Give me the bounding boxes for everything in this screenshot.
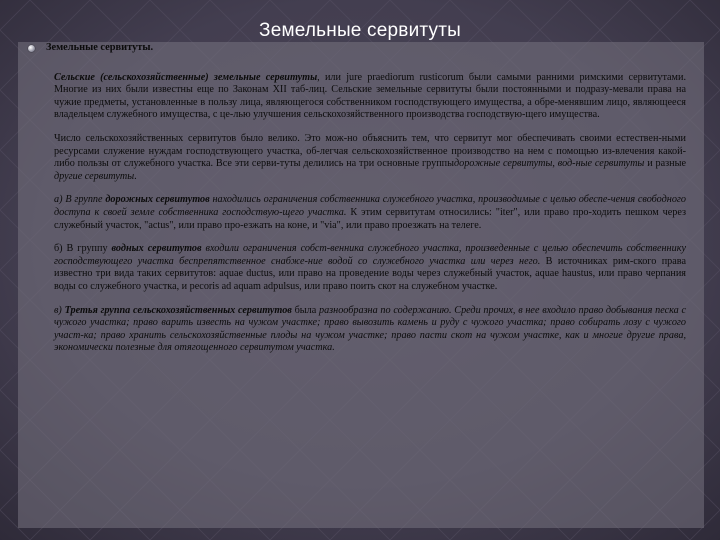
group-water-servitudes: вод-ные сервитуты (557, 158, 645, 170)
separator: , (552, 158, 558, 170)
conjunction: и разные (644, 158, 686, 170)
paragraph-3-italic: находились ограничения собственника служебного участка, производимые с целью обеспе-чения свободного доступа к своей земле собственника господствую-щего участка. (54, 194, 686, 218)
group-road-servitudes: дорожные сервитуты (453, 158, 553, 170)
section-heading: Земельные сервитуты. (46, 42, 154, 53)
paragraph-3-text: К этим сервитутам относились: "iter", или право про-ходить пешком через служебный участок, "actus", или право про-езжать на коне, и "via", или право проезжать на телеге. (54, 206, 686, 231)
term-agricultural-servitudes: Сельские (сельскохозяйственные) земельные сервитуты (54, 71, 318, 83)
paragraph-5-text: была (291, 304, 319, 316)
paragraph-3 (54, 194, 686, 232)
period: . (134, 170, 137, 182)
paragraph-5 (54, 305, 686, 355)
paragraph-2-text: Число сельскохозяйственных сервитутов было велико. Это мож-но объяснить тем, что сервитут мог обеспечивать своими естествен-ными ресурсами служение нуждам господствующего участка, об-легчая сельскохозяйственное производство на нем с помощью из-влечения какой-либо пользы от служебного участка. Все эти серви-туты делились на три основные группы (54, 132, 686, 170)
paragraph-5-lead: в) (54, 304, 65, 316)
slide-body (26, 42, 686, 366)
term-third-group: Третья группа сельскохозяйственных сервитутов (64, 304, 292, 316)
slide-title: Земельные сервитуты (259, 20, 461, 41)
paragraph-5-italic: разнообразна по содержанию. Среди прочих, в нее входило право добывания песка с чужого участка; право варить известь на чужом участке; право вывозить камень и руду с чужого участка; право собирать лозу с чужого участ-ка; право хранить сельскохозяйственные плоды на чужом участке; право пасти скот на чужом участке, как и многие другие права, экономически полезные для отягощенного сервитутом участка. (54, 304, 686, 354)
paragraph-4-italic: входили ограничения собст-венника служебного участка, произведенные с целью обеспечить собственнику господствующего участка беспрепятственное снабже-ние водой со служебного участка или через него. (54, 243, 686, 267)
paragraph-1 (54, 72, 686, 122)
paragraph-2 (54, 133, 686, 183)
paragraph-4-lead: б) В группу (54, 243, 112, 255)
bullet-icon (28, 45, 35, 52)
term-water-servitudes: водных сервитутов (111, 243, 202, 255)
paragraph-3-lead: а) В группе (54, 194, 106, 206)
paragraph-4 (54, 243, 686, 293)
term-road-servitudes: дорожных сервитутов (105, 194, 210, 206)
paragraph-1-text: , или jure praediorum rusticorum были самыми ранними римскими сервитутами. Многие из них были известны еще по Законам XII таб-лиц. Сельские земельные сервитуты были постоянными и подразу-мевали права на чужие предметы, установленные в пользу лица, являющегося собственником господствующего имущества, а обре-менявшим лицо, являющееся владельцем служебного имущества, с це-лью улучшения сельскохозяйственного производства господствую-щего имущества. (54, 71, 686, 121)
group-other-servitudes: другие сервитуты (54, 170, 135, 182)
bullet-heading (26, 42, 686, 55)
paragraph-4-text: В источниках рим-ского права известно три вида таких сервитутов: aquae ductus, или право на проведение воды через служебный участок, aquae haustus, или право черпания воды со служебного участка, и pecoris ad aquam adpulsus, или право поить скот на служебном участке. (54, 255, 686, 292)
